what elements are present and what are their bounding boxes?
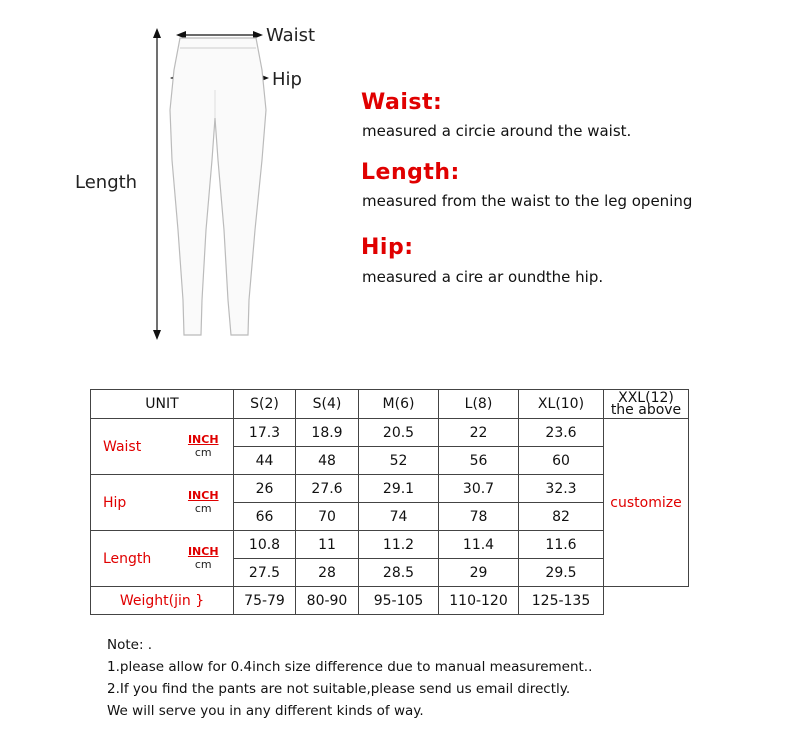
table-cell: 48 (296, 447, 359, 475)
xxl-header-size: XXL(12) (618, 390, 674, 406)
size-header: M(6) (359, 390, 439, 419)
xxl-header-note: the above (610, 402, 682, 418)
table-cell: 27.6 (296, 475, 359, 503)
leggings-outline (170, 38, 266, 335)
customize-label: customize (610, 494, 682, 511)
size-header: S(2) (234, 390, 296, 419)
unit-cell (174, 475, 234, 531)
table-cell: 10.8 (234, 531, 296, 559)
table-cell: 66 (234, 503, 296, 531)
unit-cm: cm (194, 446, 212, 459)
table-cell: 27.5 (234, 559, 296, 587)
measure-name: Hip (103, 494, 127, 511)
table-cell: 125-135 (519, 587, 604, 615)
xxl-header (604, 390, 689, 419)
length-row-label (91, 531, 174, 587)
table-cell: 74 (359, 503, 439, 531)
unit-inch: INCH (187, 489, 219, 502)
note-heading: Note: . (107, 637, 153, 653)
table-cell: 28.5 (359, 559, 439, 587)
hip-definition-text: measured a cire ar oundthe hip. (362, 268, 604, 286)
hip-definition-title: Hip: (361, 235, 414, 260)
unit-inch: INCH (187, 433, 219, 446)
table-cell: 78 (439, 503, 519, 531)
note-line-2: 2.If you find the pants are not suitable,please send us email directly. (107, 681, 571, 697)
table-cell: 95-105 (359, 587, 439, 615)
table-cell: 20.5 (359, 419, 439, 447)
length-definition-title: Length: (361, 160, 460, 185)
weight-row (91, 587, 689, 615)
table-cell: 18.9 (296, 419, 359, 447)
length-arrow-bottom (153, 330, 161, 340)
table-row (91, 475, 689, 503)
table-cell: 44 (234, 447, 296, 475)
waist-diagram-label: Waist (266, 25, 316, 46)
waist-definition-text: measured a circie around the waist. (362, 122, 632, 140)
unit-header: UNIT (91, 390, 234, 419)
customize-cell (604, 419, 689, 587)
leggings-illustration (0, 0, 340, 350)
table-row (91, 419, 689, 447)
table-cell: 11.6 (519, 531, 604, 559)
table-cell: 26 (234, 475, 296, 503)
weight-label: Weight(jin } (119, 592, 205, 609)
table-cell: 82 (519, 503, 604, 531)
measure-name: Length (103, 550, 152, 567)
size-header: S(4) (296, 390, 359, 419)
table-row (91, 531, 689, 559)
hip-row-label (91, 475, 174, 531)
table-cell: 110-120 (439, 587, 519, 615)
length-definition-text: measured from the waist to the leg opening (362, 192, 693, 210)
table-cell: 52 (359, 447, 439, 475)
table-cell: 30.7 (439, 475, 519, 503)
unit-inch: INCH (187, 545, 219, 558)
table-cell: 60 (519, 447, 604, 475)
table-cell: 28 (296, 559, 359, 587)
table-cell: 29 (439, 559, 519, 587)
unit-cell (174, 419, 234, 475)
length-diagram-label: Length (75, 172, 138, 193)
waist-definition-title: Waist: (361, 90, 443, 115)
table-cell: 32.3 (519, 475, 604, 503)
length-arrow-top (153, 28, 161, 38)
table-cell: 11.2 (359, 531, 439, 559)
unit-cell (174, 531, 234, 587)
note-line-1: 1.please allow for 0.4inch size difference due to manual measurement.. (107, 659, 593, 675)
hip-diagram-label: Hip (272, 69, 302, 90)
measure-name: Waist (103, 438, 142, 455)
table-cell: 29.1 (359, 475, 439, 503)
unit-cm: cm (194, 558, 212, 571)
table-header-row (91, 390, 689, 419)
table-cell: 23.6 (519, 419, 604, 447)
unit-cm: cm (194, 502, 212, 515)
leggings-diagram (0, 0, 340, 350)
table-cell: 22 (439, 419, 519, 447)
waist-row-label (91, 419, 174, 475)
table-cell: 29.5 (519, 559, 604, 587)
table-cell: 11.4 (439, 531, 519, 559)
size-header: L(8) (439, 390, 519, 419)
size-header: XL(10) (519, 390, 604, 419)
table-cell: 11 (296, 531, 359, 559)
table-cell: 56 (439, 447, 519, 475)
weight-label-cell (91, 587, 234, 615)
note-line-3: We will serve you in any different kinds of way. (107, 703, 424, 719)
table-cell: 75-79 (234, 587, 296, 615)
table-cell: 17.3 (234, 419, 296, 447)
table-cell: 70 (296, 503, 359, 531)
table-cell: 80-90 (296, 587, 359, 615)
size-table (90, 389, 689, 615)
